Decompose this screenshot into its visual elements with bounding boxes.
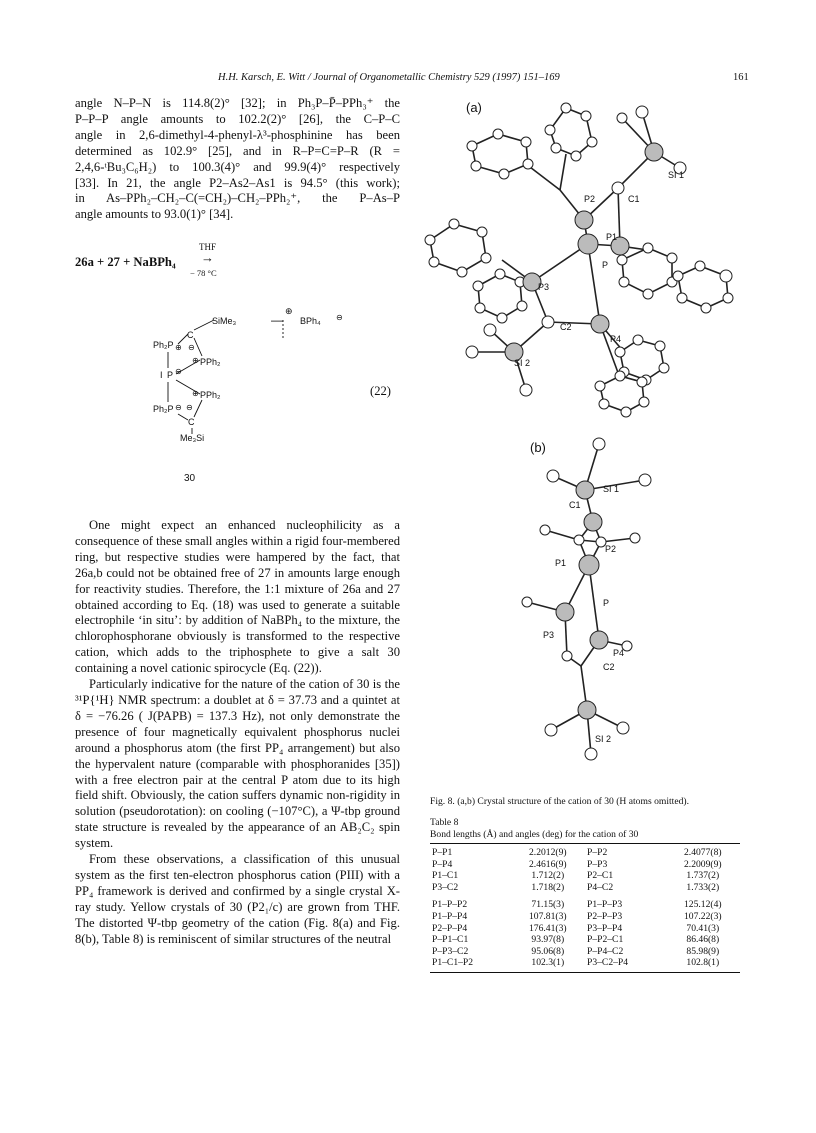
atom-a-p: P bbox=[602, 260, 609, 270]
atom-b-p1: P1 bbox=[555, 558, 567, 568]
label-me3si: Me₃Si bbox=[180, 433, 205, 443]
equation-number: (22) bbox=[370, 384, 391, 398]
table-cell-bond: P3–C2 bbox=[432, 881, 459, 893]
atom-a-si1: SI 1 bbox=[668, 170, 685, 180]
label-minus-ph2p: ⊖ bbox=[175, 403, 182, 412]
table-cell-value: 93.97(8) bbox=[531, 934, 565, 946]
label-plus-ph2p: ⊕ bbox=[175, 343, 182, 352]
table-cell-value: 1.737(2) bbox=[686, 870, 720, 882]
table-cell-value: 85.98(9) bbox=[686, 945, 720, 957]
table-cell-bond: P1–C1 bbox=[432, 870, 459, 882]
table-cell-value: 2.2009(9) bbox=[684, 858, 722, 870]
table-cell-bond: P1–P–P4 bbox=[432, 910, 468, 922]
label-one: I bbox=[160, 370, 163, 380]
structure-30-drawing bbox=[140, 300, 400, 495]
paragraph-1 bbox=[75, 96, 400, 223]
label-pph2-bottom: PPh₂ bbox=[200, 390, 221, 400]
table-cell-value: 107.81(3) bbox=[529, 910, 567, 922]
label-cation-bracket: — bbox=[271, 313, 283, 327]
table-cell-bond: P4–C2 bbox=[586, 881, 614, 893]
paragraph-1-line: P–P–P angle amounts to 102.2(2)° [26], the C–P–C bbox=[75, 111, 400, 126]
atom-b-p4: P4 bbox=[613, 648, 625, 658]
paragraph-1-line: angle in 2,6-dimethyl-4-phenyl-λ³-phosphinine has been bbox=[75, 127, 400, 142]
figure-panel-b-label: (b) bbox=[530, 440, 546, 455]
label-p-center: P bbox=[167, 370, 174, 380]
table-cell-bond: P–P1 bbox=[430, 844, 511, 859]
atom-a-p1: P1 bbox=[606, 232, 618, 242]
page-number: 161 bbox=[733, 72, 749, 83]
label-plus-top: ⊕ bbox=[285, 306, 293, 316]
equation-solvent: THF bbox=[199, 242, 217, 252]
table-cell-bond: P1–P–P2 bbox=[432, 899, 468, 911]
table-row bbox=[430, 957, 740, 972]
label-plus-pph2-bottom: ⊕ bbox=[192, 389, 199, 398]
atom-a-si2: SI 2 bbox=[514, 358, 531, 368]
table-cell-value: 70.41(3) bbox=[686, 922, 720, 934]
table-row bbox=[430, 844, 740, 859]
table-cell-value: 1.733(2) bbox=[686, 881, 720, 893]
table-row bbox=[430, 882, 740, 894]
paragraph-2: One might expect an enhanced nucleophilicity as a consequence of these small angles within a rigid four-membered ring, but respective studies were hampered by the fact, that 26a,b could not be obtained free of 27 in amounts large enough for reactivity studies. Therefore, the 1:1 mixture of 26a and 27 obtained according to Eq. (18) was used to generate a suitable electrophile ‘in situ’: by addition of NaBPh₄ to the mixture, the chlorophosphorane obviously is transformed to the respective cation, which adds to the triphosphete to give a salt 30 containing a novel cationic spirocycle (Eq. (22)). bbox=[75, 518, 400, 676]
atom-b-p3: P3 bbox=[543, 630, 555, 640]
bond-table bbox=[430, 843, 740, 973]
table-cell-bond: P–P1–C1 bbox=[432, 934, 469, 946]
atom-a-p4: P4 bbox=[610, 334, 622, 344]
body-text bbox=[75, 518, 400, 947]
atom-a-p2: P2 bbox=[584, 194, 596, 204]
paragraph-1-line: [33]. In 21, the angle P2–As2–As1 is 94.5° (this work); bbox=[75, 175, 400, 190]
table-cell-value: 1.712(2) bbox=[531, 870, 565, 882]
paragraph-1-line: in As–PPh₂–CH₂–C(=CH₂)–CH₂–PPh₂⁺, the P–As–P bbox=[75, 191, 400, 206]
label-compound-30: 30 bbox=[184, 473, 196, 484]
table-label: Table 8 bbox=[430, 817, 459, 828]
table-caption: Bond lengths (Å) and angles (deg) for the cation of 30 bbox=[430, 829, 639, 840]
table-cell-bond: P–P3 bbox=[586, 858, 608, 870]
paragraph-1-line: angle amounts to 93.0(1)° [34]. bbox=[75, 207, 234, 222]
table-row bbox=[430, 934, 740, 946]
label-pph2-top: PPh₂ bbox=[200, 357, 221, 367]
table-cell-bond: P–P4–C2 bbox=[586, 945, 624, 957]
equation-reactants: 26a + 27 + NaBPh₄ bbox=[75, 255, 176, 269]
label-ph2p-bottom: Ph₂P bbox=[153, 404, 174, 414]
atom-a-c1: C1 bbox=[628, 194, 640, 204]
table-cell-bond: P2–P–P4 bbox=[432, 922, 468, 934]
table-cell-value: 176.41(3) bbox=[529, 922, 567, 934]
table-cell-value: 1.718(2) bbox=[531, 881, 565, 893]
label-minus-c-bottom: ⊖ bbox=[186, 403, 193, 412]
table-cell-bond: P3–C2–P4 bbox=[585, 957, 666, 972]
table-cell-bond: P–P4 bbox=[432, 858, 453, 870]
label-minus-c: ⊖ bbox=[188, 343, 195, 352]
label-plus-pph2-top: ⊕ bbox=[192, 356, 199, 365]
label-bph4: BPh₄ bbox=[300, 316, 321, 326]
table-row bbox=[430, 923, 740, 935]
paragraph-4: From these observations, a classification of this unusual system as the first ten-electron phosphorus cation (PIII) with a PP₄ framework is derived and confirmed by a single crystal X-ray study. Yellow crystals of 30 (P2₁/c) are grown from THF. The distorted Ψ-tbp geometry of the cation (Fig. 8(a) and Fig. 8(b), Table 8) is reminiscent of similar structures of the neutral bbox=[75, 852, 400, 946]
label-c-bottom: C bbox=[188, 417, 195, 427]
table-cell-bond: P1–C1–P2 bbox=[430, 957, 511, 972]
table-cell-value: 71.15(3) bbox=[531, 899, 565, 911]
paragraph-1-line: 2,4,6-ᵗBu₃C₆H₂) to 100.3(4)° and 99.9(4)° respectively bbox=[75, 159, 400, 174]
table-title bbox=[430, 817, 638, 841]
table-cell-bond: P1–P–P3 bbox=[586, 899, 623, 911]
paragraph-1-lines bbox=[75, 96, 400, 223]
atom-b-p2: P2 bbox=[605, 544, 617, 554]
figure-panel-a-label: (a) bbox=[466, 100, 482, 115]
table-row bbox=[430, 859, 740, 871]
table-cell-value: 2.2012(9) bbox=[511, 844, 585, 859]
crystal-structure-b bbox=[505, 430, 670, 775]
table-cell-value: 125.12(4) bbox=[684, 899, 722, 911]
table-row bbox=[430, 899, 740, 911]
label-minus-bph4: ⊖ bbox=[336, 313, 343, 322]
atom-b-si2: SI 2 bbox=[595, 734, 612, 744]
table-cell-bond: P–P3–C2 bbox=[432, 945, 469, 957]
table-cell-value: 102.3(1) bbox=[511, 957, 585, 972]
table-cell-bond: P–P2 bbox=[585, 844, 666, 859]
atom-a-p3: P3 bbox=[538, 282, 550, 292]
journal-citation: H.H. Karsch, E. Witt / Journal of Organometallic Chemistry 529 (1997) 151–169 bbox=[218, 72, 560, 83]
label-sime3: SiMe₃ bbox=[212, 316, 237, 326]
label-ph2p-top: Ph₂P bbox=[153, 340, 174, 350]
paragraph-1-line: determined as 102.9° [25], and in R–P=C=P–R (R = bbox=[75, 143, 400, 158]
paragraph-3: Particularly indicative for the nature of the cation of 30 is the ³¹P{¹H} NMR spectrum: a doublet at δ = 37.73 and a quintet at δ = −76.26 ( J(PAPB) = 137.3 Hz), not only demonstrate the presence of four magnetically equivalent phosphorus nuclei around a phosphorus atom (the first PP₄ arrangement) but also the hypervalent nature (comparable with phosphoranides [35]) with a free electron pair at the central P atom due to its high field shift. Obviously, the cation suffers dynamic non-rigidity in solution (pseudorotation): on cooling (−107°C), a Ψ-tbp ground state structure is revealed by the appearance of an AB₂C₂ spin system. bbox=[75, 677, 400, 851]
label-minus-p: ⊖ bbox=[175, 367, 182, 376]
atom-b-p: P bbox=[603, 598, 610, 608]
crystal-structure-a bbox=[410, 90, 750, 425]
atom-a-c2: C2 bbox=[560, 322, 572, 332]
atom-b-c2: C2 bbox=[603, 662, 615, 672]
table-cell-bond: P3–P–P4 bbox=[586, 922, 623, 934]
table-cell-value: 2.4077(8) bbox=[666, 844, 740, 859]
table-row bbox=[430, 911, 740, 923]
label-c-top: C bbox=[187, 330, 194, 340]
table-cell-bond: P2–C1 bbox=[586, 870, 614, 882]
table-cell-value: 107.22(3) bbox=[684, 910, 722, 922]
figure-caption: Fig. 8. (a,b) Crystal structure of the cation of 30 (H atoms omitted). bbox=[430, 796, 689, 807]
table-cell-value: 95.06(8) bbox=[531, 945, 565, 957]
equation-temperature: − 78 °C bbox=[190, 268, 217, 278]
table-cell-bond: P2–P–P3 bbox=[586, 910, 623, 922]
equation-arrow: → bbox=[201, 250, 214, 265]
atom-b-c1: C1 bbox=[569, 500, 581, 510]
table-cell-value: 86.46(8) bbox=[686, 934, 720, 946]
table-cell-bond: P–P2–C1 bbox=[586, 934, 624, 946]
table-row bbox=[430, 946, 740, 958]
atom-b-si1: SI 1 bbox=[603, 484, 620, 494]
table-row bbox=[430, 870, 740, 882]
table-cell-value: 2.4616(9) bbox=[529, 858, 567, 870]
paragraph-1-line: angle N–P–N is 114.8(2)° [32]; in Ph₃P–P̄–PPh₃⁺ the bbox=[75, 96, 400, 110]
table-cell-value: 102.8(1) bbox=[666, 957, 740, 972]
